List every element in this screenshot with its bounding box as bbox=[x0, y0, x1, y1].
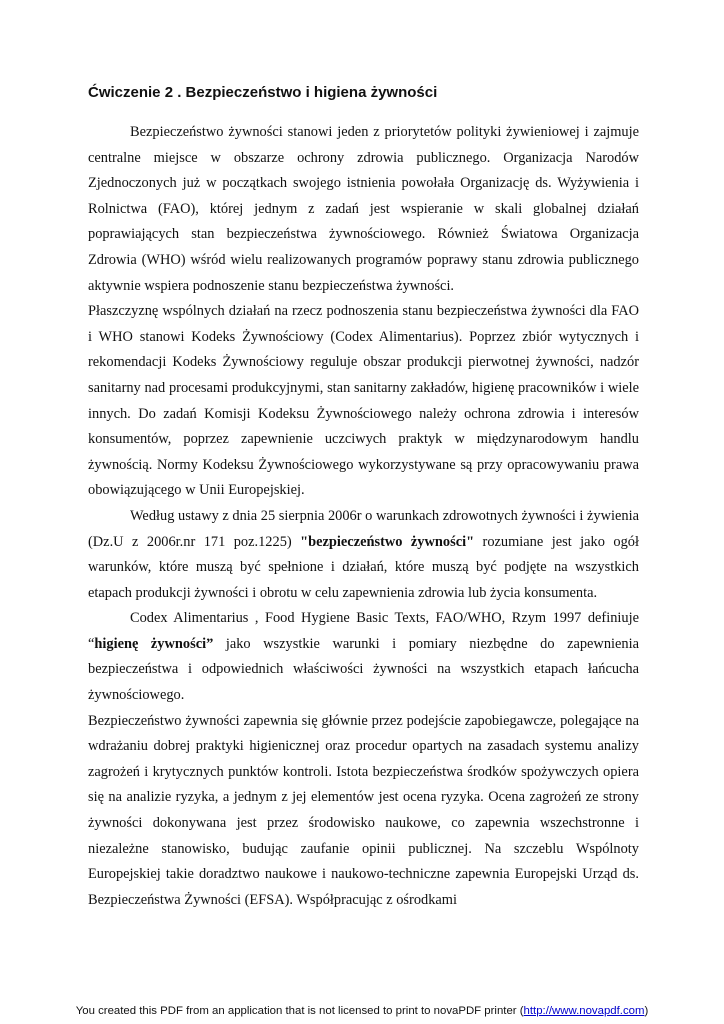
term-food-safety: "bezpieczeństwo żywności" bbox=[300, 533, 475, 550]
paragraph-preventive-approach: Bezpieczeństwo żywności zapewnia się głównie przez podejście zapobiegawcze, polegające na wdrażaniu dobrej praktyki higienicznej oraz procedur opartych na zasadach systemu analizy zagrożeń i krytycznych punktów kontroli. Istota bezpieczeństwa środków spożywczych opiera się na analizie ryzyka, a jednym z jej elementów jest ocena ryzyka. Ocena zagrożeń ze strony żywności dokonywana jest przez środowisko naukowe, co zapewnia wszechstronne i niezależne stanowisko, budując zaufanie opinii publicznej. Na szczeblu Wspólnoty Europejskiej takie doradztwo naukowe i naukowo-techniczne zapewnia Europejski Urząd ds. Bezpieczeństwa Żywności (EFSA). Współpracując z ośrodkami bbox=[88, 712, 639, 908]
paragraph-food-safety-priority: Bezpieczeństwo żywności stanowi jeden z priorytetów polityki żywieniowej i zajmuje centralne miejsce w obszarze ochrony zdrowia publicznego. Organizacja Narodów Zjednoczonych już w początkach swojego istnienia powołała Organizację ds. Wyżywienia i Rolnictwa (FAO), której jednym z zadań jest wspieranie w skali globalnej działań poprawiających stan bezpieczeństwa żywnościowego. Również Światowa Organizacja Zdrowia (WHO) wśród wielu realizowanych programów poprawy stanu zdrowia publicznego aktywnie wspiera podnoszenie stanu bezpieczeństwa żywności. bbox=[88, 124, 639, 294]
law-definition-text-end: rozumiane jest jako ogół warunków, które muszą być spełnione i działań, które muszą być podjęte na wszystkich etapach produkcji żywności i obrotu w celu zapewnienia zdrowia lub życia konsumenta. bbox=[88, 533, 639, 601]
paragraph-hygiene-definition bbox=[88, 606, 639, 708]
paragraph-codex-alimentarius: Płaszczyznę wspólnych działań na rzecz podnoszenia stanu bezpieczeństwa żywności dla FAO i WHO stanowi Kodeks Żywnościowy (Codex Alimentarius). Poprzez zbiór wytycznych i rekomendacji Kodeks Żywnościowy reguluje obszar produkcji pierwotnej żywności, nadzór sanitarny nad procesami produkcyjnymi, stan sanitarny zakładów, higienę pracowników i wiele innych. Do zadań Komisji Kodeksu Żywnościowego należy ochrona zdrowia i interesów konsumentów, poprzez zapewnienie uczciwych praktyk w międzynarodowym handlu żywnością. Normy Kodeksu Żywnościowego wykorzystywane są przy opracowywaniu prawa obowiązującego w Unii Europejskiej. bbox=[88, 303, 639, 499]
law-definition-text-start: Według ustawy z dnia 25 sierpnia 2006r o warunkach zdrowotnych żywności i żywienia (Dz.U z 2006r.nr 171 poz.1225) bbox=[88, 507, 639, 550]
hygiene-definition-text-start: Codex Alimentarius , Food Hygiene Basic Texts, FAO/WHO, Rzym 1997 definiuje “ bbox=[88, 610, 639, 652]
footer-notice-text: You created this PDF from an application that is not licensed to print to novaPDF printer ( bbox=[75, 1005, 524, 1017]
document-body bbox=[88, 120, 639, 913]
paragraph-law-definition bbox=[88, 504, 639, 606]
footer-closing-paren: ) bbox=[644, 1005, 649, 1017]
novapdf-link[interactable]: http://www.novapdf.com bbox=[523, 1005, 645, 1017]
novapdf-footer bbox=[0, 1005, 724, 1017]
term-food-hygiene: higienę żywności” bbox=[94, 635, 214, 652]
hygiene-definition-text-end: jako wszystkie warunki i pomiary niezbędne do zapewnienia bezpieczeństwa i odpowiednich właściwości żywności na wszystkich etapach łańcucha żywnościowego. bbox=[88, 635, 639, 704]
document-title: Ćwiczenie 2 . Bezpieczeństwo i higiena żywności bbox=[88, 84, 438, 101]
